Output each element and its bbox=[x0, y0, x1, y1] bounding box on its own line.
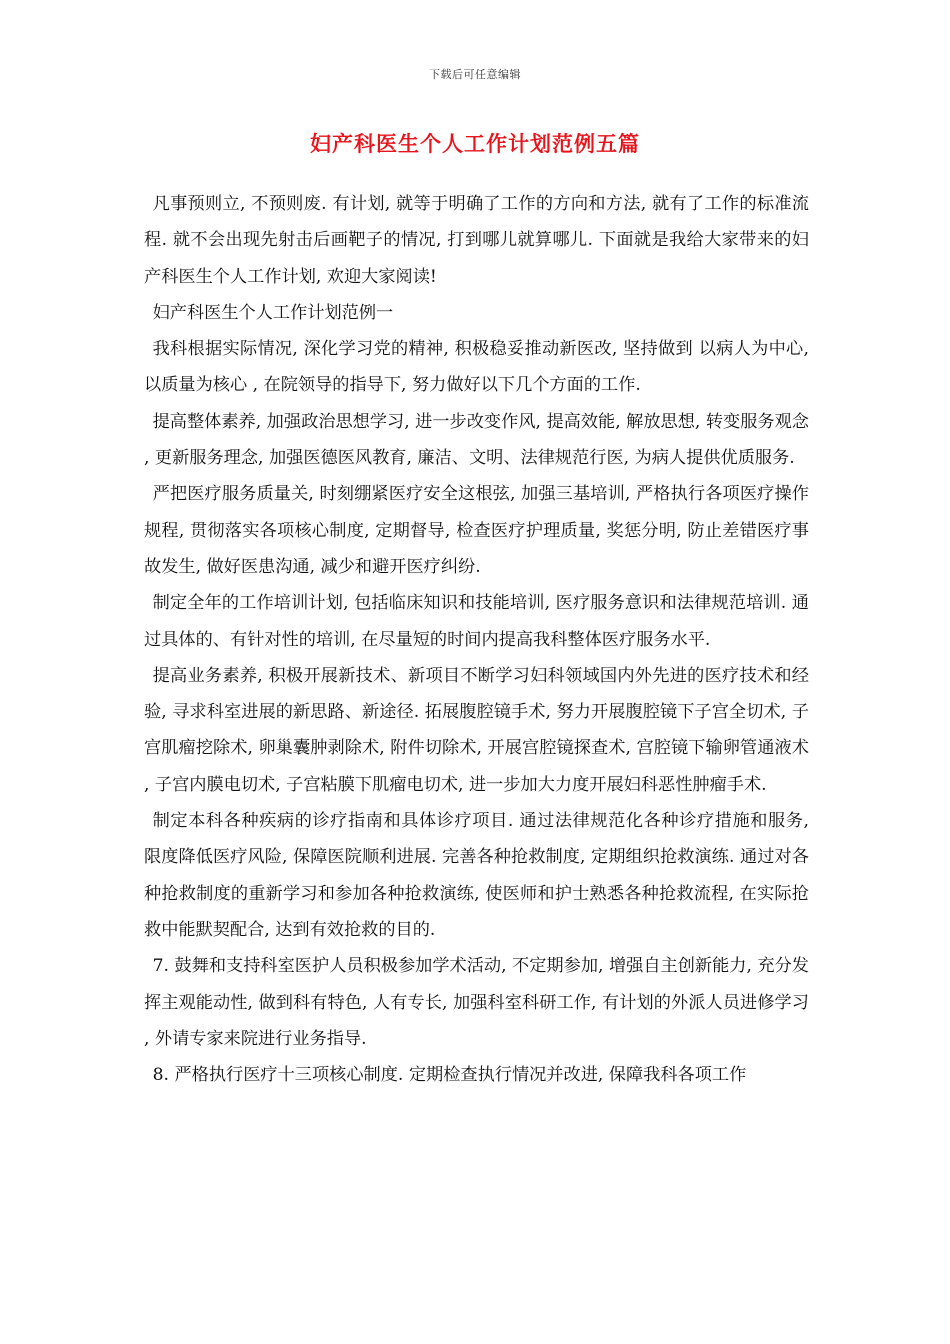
paragraph: 我科根据实际情况, 深化学习党的精神, 积极稳妥推动新医改, 坚持做到 以病人为中心, 以质量为核心 , 在院领导的指导下, 努力做好以下几个方面的工作. bbox=[144, 339, 809, 396]
paragraph: 严把医疗服务质量关, 时刻绷紧医疗安全这根弦, 加强三基培训, 严格执行各项医疗操作规程, 贯彻落实各项核心制度, 定期督导, 检查医疗护理质量, 奖惩分明, 防止差错医疗事故发生, 做好医患沟通, 减少和避开医疗纠纷. bbox=[144, 484, 809, 577]
paragraph: 提高整体素养, 加强政治思想学习, 进一步改变作风, 提高效能, 解放思想, 转变服务观念, 更新服务理念, 加强医德医风教育, 廉洁、文明、法律规范行医, 为病人提供优质服务. bbox=[144, 411, 809, 469]
paragraph: 制定全年的工作培训计划, 包括临床知识和技能培训, 医疗服务意识和法律规范培训. 通过具体的、有针对性的培训, 在尽量短的时间内提高我科整体医疗服务水平. bbox=[144, 593, 809, 650]
paragraph: 7. 鼓舞和支持科室医护人员积极参加学术活动, 不定期参加, 增强自主创新能力, 充分发挥主观能动性, 做到科有特色, 人有专长, 加强科室科研工作, 有计划的外派人员进修学习, 外请专家来院进行业务指导. bbox=[144, 956, 809, 1049]
header-note: 下载后可任意编辑 bbox=[429, 68, 521, 81]
paragraph: 8. 严格执行医疗十三项核心制度. 定期检查执行情况并改进, 保障我科各项工作 bbox=[152, 1065, 747, 1086]
paragraph: 提高业务素养, 积极开展新技术、新项目不断学习妇科领域国内外先进的医疗技术和经验, 寻求科室进展的新思路、新途径. 拓展腹腔镜手术, 努力开展腹腔镜下子宫全切术, 子宫肌瘤挖除术, 卵巢囊肿剥除术, 附件切除术, 开展宫腔镜探查术, 宫腔镜下输卵管通液术, 子宫内膜电切术, 子宫粘膜下肌瘤电切术, 进一步加大力度开展妇科恶性肿瘤手术. bbox=[144, 665, 809, 795]
paragraph-intro: 凡事预则立, 不预则废. 有计划, 就等于明确了工作的方向和方法, 就有了工作的标准流程. 就不会出现先射击后画靶子的情况, 打到哪儿就算哪儿. 下面就是我给大家带来的妇产科医生个人工作计划, 欢迎大家阅读! bbox=[144, 194, 809, 287]
document-body bbox=[144, 186, 809, 1093]
paragraph: 制定本科各种疾病的诊疗指南和具体诊疗项目. 通过法律规范化各种诊疗措施和服务, 限度降低医疗风险, 保障医院顺利进展. 完善各种抢救制度, 定期组织抢救演练. 通过对各种抢救制度的重新学习和参加各种抢救演练, 使医师和护士熟悉各种抢救流程, 在实际抢救中能默契配合, 达到有效抢救的目的. bbox=[144, 811, 809, 940]
document-title: 妇产科医生个人工作计划范例五篇 bbox=[310, 131, 640, 156]
section-heading: 妇产科医生个人工作计划范例一 bbox=[152, 302, 394, 323]
